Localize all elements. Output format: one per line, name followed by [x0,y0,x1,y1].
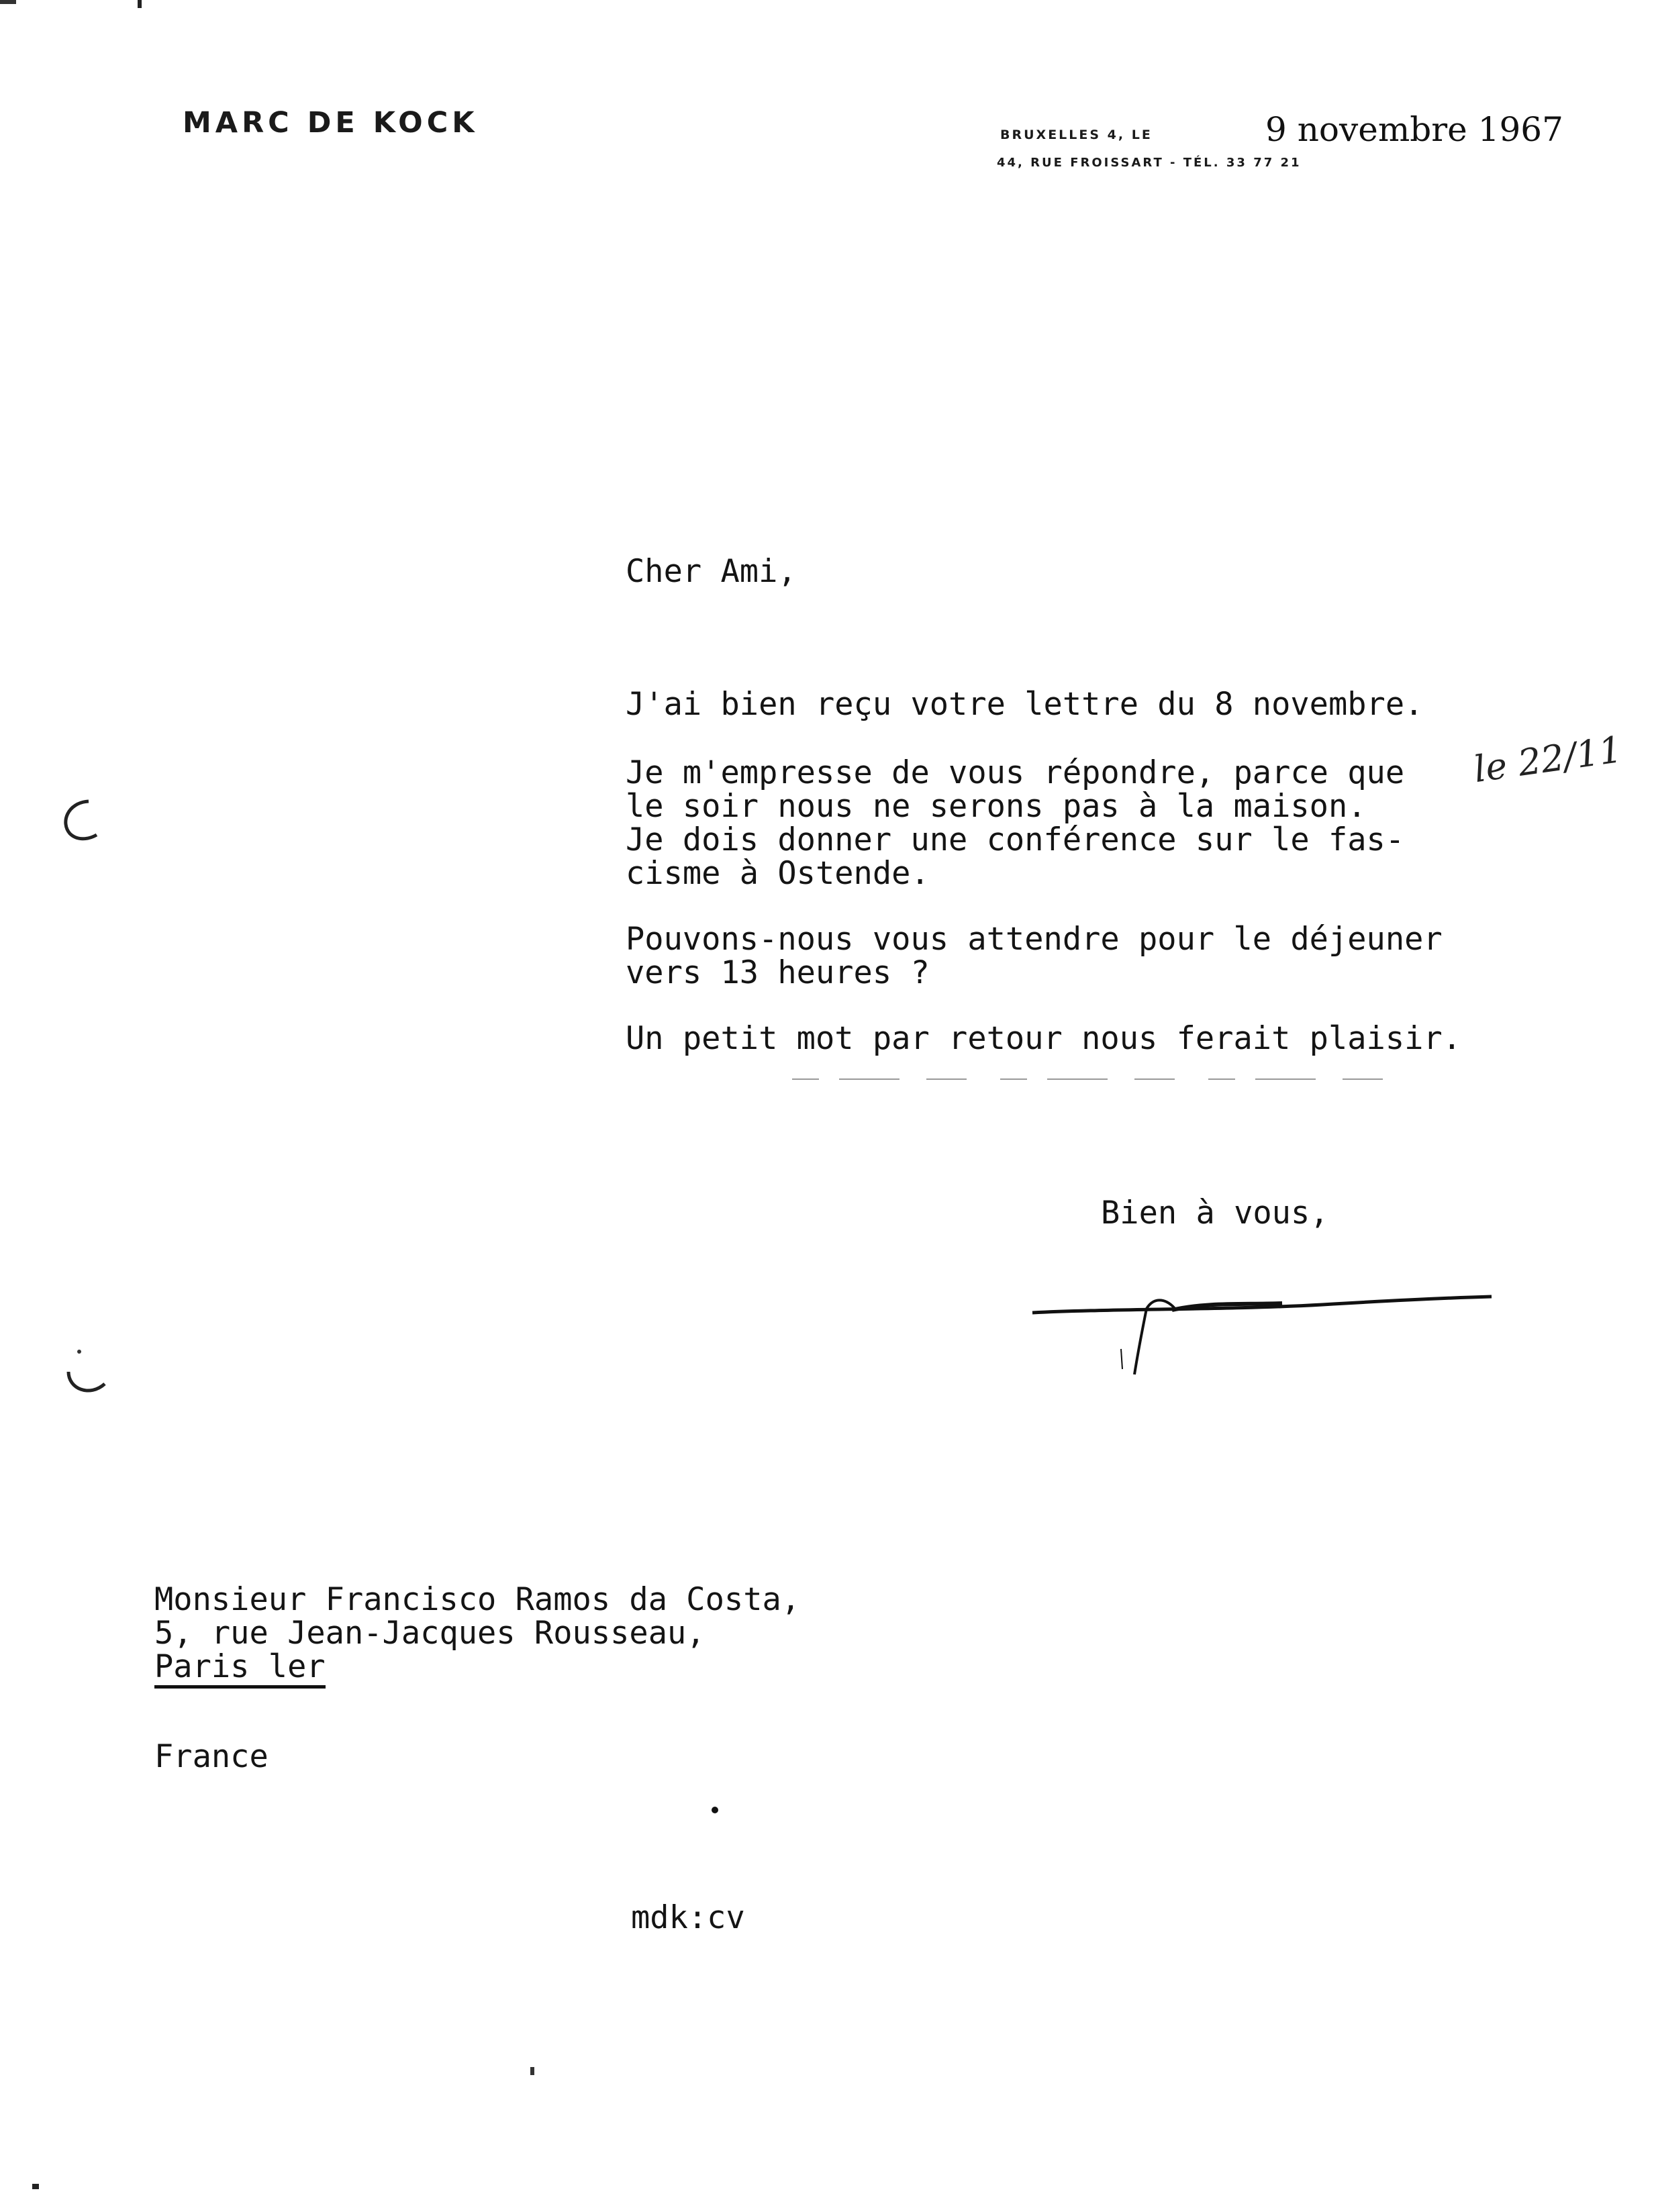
paragraph-2-line-1: Je m'empresse de vous répondre, parce que [626,754,1405,791]
paragraph-3-line-2: vers 13 heures ? [626,954,930,991]
city-line: BRUXELLES 4, LE [1000,128,1153,142]
paragraph-4: Un petit mot par retour nous ferait plaisir. [626,1020,1462,1057]
handwritten-note: le 22/11 [1471,727,1625,791]
scan-speck [0,0,16,4]
paragraph-2-line-2: le soir nous ne serons pas à la maison. [626,788,1367,825]
paragraph-3-line-1: Pouvons-nous vous attendre pour le déjeuner [626,921,1443,958]
signature [1027,1275,1497,1396]
closing: Bien à vous, [1101,1195,1329,1231]
sender-address: 44, RUE FROISSART - TÉL. 33 77 21 [997,156,1302,170]
scan-speck [712,1807,718,1813]
punch-hole-mark-upper [47,792,107,852]
sender-name: MARC DE KOCK [183,106,479,140]
scan-speck [138,0,142,8]
recipient-street: 5, rue Jean-Jacques Rousseau, [154,1615,706,1652]
salutation: Cher Ami, [626,553,797,590]
paragraph-2-line-3: Je dois donner une conférence sur le fas- [626,821,1405,858]
paragraph-1: J'ai bien reçu votre lettre du 8 novembre. [626,686,1424,723]
reference-initials: mdk:cv [631,1899,745,1936]
scan-speck [530,2067,534,2075]
faint-dash-line [792,1076,1410,1083]
letter-date: 9 novembre 1967 [1265,110,1563,149]
punch-hole-mark-lower [54,1342,121,1409]
scan-speck [32,2184,39,2189]
recipient-name: Monsieur Francisco Ramos da Costa, [154,1581,801,1618]
recipient-country: France [154,1738,269,1775]
paragraph-2-line-4: cisme à Ostende. [626,855,930,892]
recipient-city: Paris ler [154,1650,326,1689]
